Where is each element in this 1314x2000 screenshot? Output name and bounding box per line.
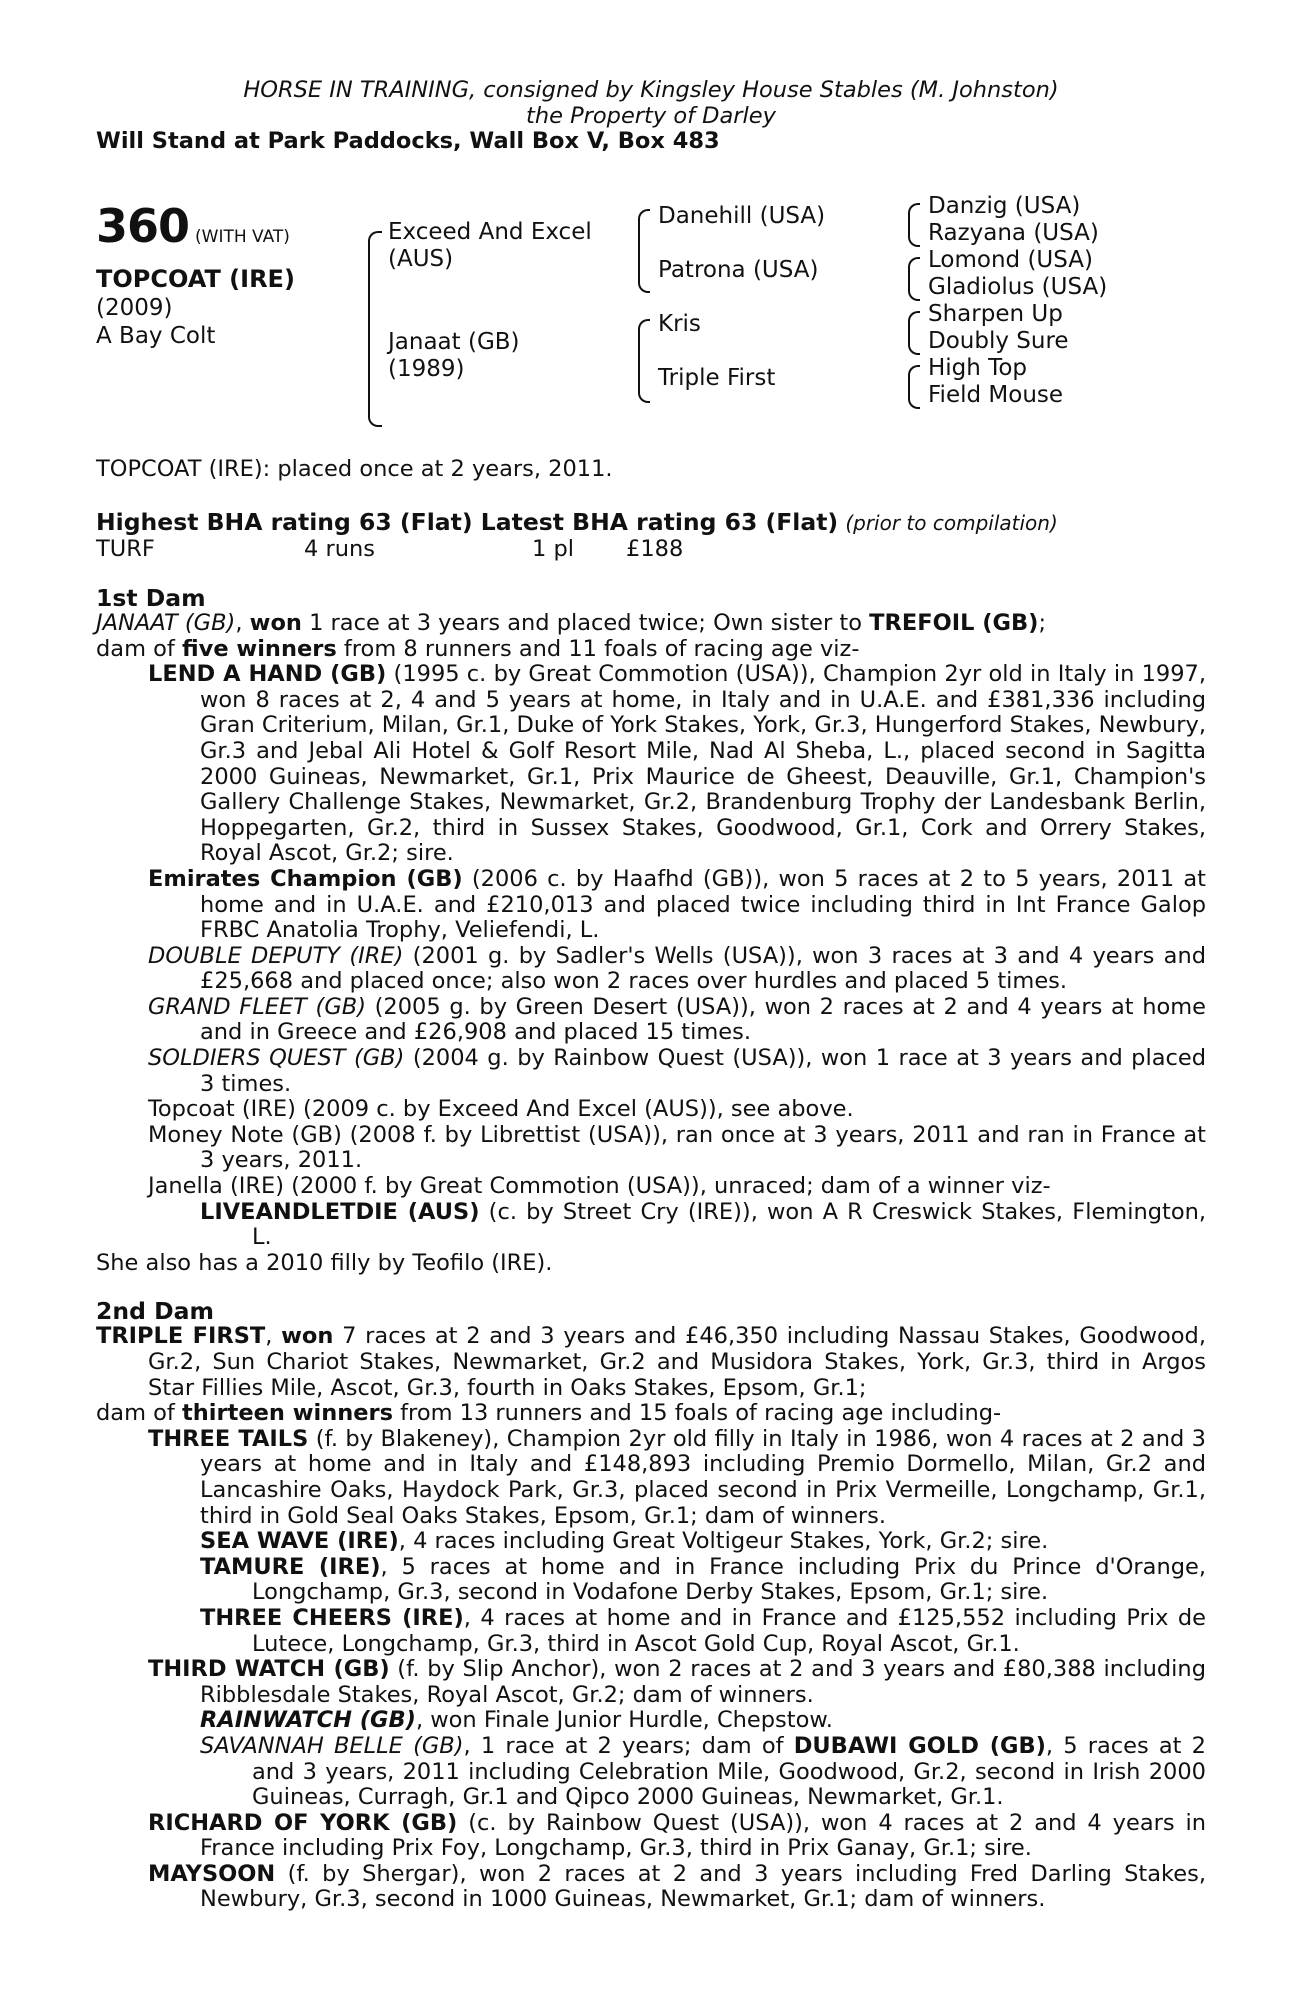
produce-text: (2006 c. by Haafhd (GB)), won 5 races at 2 to 5 years, 2011 at home and in U.A.E. and £210,013 and placed twice including third in Int France Galop FRBC Anatolia Trophy, Veliefendi, L. <box>200 865 1206 944</box>
horse-description: A Bay Colt <box>96 322 216 349</box>
produce-text: (f. by Blakeney), Champion 2yr old filly in Italy in 1986, won 4 races at 2 and 3 years at home and in Italy and £148,893 including Premio Dormello, Milan, Gr.2 and Lancashire Oaks, Haydock Park, Gr.3, placed second in Prix Vermeille, Longchamp, Gr.1, third in Gold Seal Oaks Stakes, Epsom, Gr.1; dam of winners. <box>200 1425 1206 1529</box>
produce-entry: Money Note (GB) (2008 f. by Librettist (USA)), ran once at 3 years, 2011 and ran in France at 3 years, 2011. <box>148 1121 1206 1174</box>
produce-text: , 1 race at 2 years; dam of <box>463 1732 794 1759</box>
produce-text: , 4 races at home and in France and £125,552 including Prix de Lutece, Longchamp, Gr.3, third in Ascot Gold Cup, Royal Ascot, Gr.1. <box>252 1604 1206 1657</box>
produce-entry <box>148 944 1206 995</box>
first-dam-won: won <box>249 609 302 636</box>
produce-entry <box>148 1657 1206 1708</box>
produce-entry <box>148 867 1206 944</box>
produce-name: SEA WAVE (IRE) <box>200 1528 399 1555</box>
second-dam-text: 7 races at 2 and 3 years and £46,350 including Nassau Stakes, Goodwood, Gr.2, Sun Chariot Stakes, Newmarket, Gr.2 and Musidora Stakes, York, Gr.3, third in Argos Star Fillies Mile, Ascot, Gr.3, fourth in Oaks Stakes, Epsom, Gr.1; <box>148 1323 1206 1401</box>
first-dam-punct: ; <box>1038 609 1047 636</box>
sire-country: (AUS) <box>388 245 454 272</box>
produce-text: (f. by Shergar), won 2 races at 2 and 3 years including Fred Darling Stakes, Newbury, Gr.3, second in 1000 Guineas, Newmarket, Gr.1; dam of winners. <box>200 1860 1206 1913</box>
first-dam-name: JANAAT (GB) <box>96 609 236 636</box>
produce-entry <box>200 1734 1206 1811</box>
produce-entry <box>200 1529 1206 1555</box>
bha-rating-note: (prior to compilation) <box>845 511 1058 536</box>
first-dam-intro-a: dam of <box>96 635 182 662</box>
produce-name: LEND A HAND (GB) <box>148 661 387 688</box>
turf-surface: TURF <box>96 536 155 563</box>
dam-dam-sire: High Top <box>928 354 1027 381</box>
produce-text: , 4 races including Great Voltigeur Stakes, York, Gr.2; sire. <box>398 1528 1049 1555</box>
produce-name: GRAND FLEET (GB) <box>148 993 366 1020</box>
catalogue-page <box>96 78 1206 1913</box>
horse-year: (2009) <box>96 294 173 321</box>
first-dam-record: JANAAT (GB), won 1 race at 3 years and placed twice; Own sister to TREFOIL (GB); <box>96 609 1047 636</box>
first-dam-intro-b: from 8 runners and 11 foals of racing age viz- <box>336 635 860 662</box>
second-dam-intro-b: from 13 runners and 15 foals of racing age including- <box>392 1400 1002 1427</box>
sire-sire-dam: Razyana (USA) <box>928 219 1099 246</box>
dam-sire: Kris <box>658 310 701 337</box>
brace-icon <box>908 365 920 409</box>
sire-sire: Danehill (USA) <box>658 202 826 229</box>
first-dam-winners: five winners <box>181 635 337 662</box>
produce-entry <box>148 1811 1206 1862</box>
produce-text: (c. by Street Cry (IRE)), won A R Creswick Stakes, Flemington, L. <box>252 1198 1206 1251</box>
produce-entry <box>200 1606 1206 1657</box>
header-property: the Property of Darley <box>526 102 776 129</box>
produce-highlight: DUBAWI GOLD (GB) <box>793 1732 1046 1759</box>
brace-icon <box>908 311 920 355</box>
dam-sire-sire: Sharpen Up <box>928 300 1063 327</box>
produce-entry <box>200 1555 1206 1606</box>
produce-name: TAMURE (IRE) <box>200 1553 381 1580</box>
produce-name: RAINWATCH (GB) <box>200 1707 416 1734</box>
produce-name: LIVEANDLETDIE (AUS) <box>200 1198 480 1225</box>
produce-entry <box>200 1708 1206 1734</box>
produce-entry <box>148 662 1206 867</box>
sire-name: Exceed And Excel <box>388 218 592 245</box>
horse-name: TOPCOAT (IRE) <box>96 264 295 293</box>
lot-vat: (WITH VAT) <box>195 226 290 247</box>
produce-entry <box>148 1046 1206 1097</box>
turf-earnings: £188 <box>626 536 684 563</box>
produce-entry: Janella (IRE) (2000 f. by Great Commotion (USA)), unraced; dam of a winner viz- <box>148 1173 1051 1200</box>
produce-text: (2005 g. by Green Desert (USA)), won 2 races at 2 and 4 years at home and in Greece and £26,908 and placed 15 times. <box>200 993 1206 1046</box>
second-dam-winners: thirteen winners <box>181 1400 393 1427</box>
produce-text: (2004 g. by Rainbow Quest (USA)), won 1 race at 3 years and placed 3 times. <box>200 1045 1206 1097</box>
produce-name: Emirates Champion (GB) <box>148 865 463 892</box>
header-consignor: HORSE IN TRAINING, consigned by Kingsley House Stables (M. Johnston) <box>243 77 1059 103</box>
bha-rating <box>96 508 1206 537</box>
turf-placed: 1 pl <box>532 536 575 563</box>
second-dam-intro-a: dam of <box>96 1400 182 1427</box>
dam-year: (1989) <box>388 355 465 382</box>
produce-name: THREE TAILS <box>148 1425 309 1452</box>
sire-dam: Patrona (USA) <box>658 256 819 283</box>
produce-text: (f. by Slip Anchor), won 2 races at 2 and 3 years and £80,388 including Ribblesdale Stakes, Royal Ascot, Gr.2; dam of winners. <box>200 1656 1206 1708</box>
produce-name: MAYSOON <box>148 1860 276 1887</box>
first-dam-text: 1 race at 3 years and placed twice; Own sister to <box>301 609 870 636</box>
turf-runs: 4 runs <box>304 536 375 563</box>
produce-entry <box>148 1862 1206 1913</box>
produce-name: THREE CHEERS (IRE) <box>200 1604 464 1631</box>
produce-text: (2001 g. by Sadler's Wells (USA)), won 3 races at 3 and 4 years and £25,668 and placed once; also won 2 races over hurdles and placed 5 times. <box>200 942 1206 995</box>
second-dam-record: TRIPLE FIRST, won 7 races at 2 and 3 years and £46,350 including Nassau Stakes, Goodwood, Gr.2, Sun Chariot Stakes, Newmarket, Gr.2 and Musidora Stakes, York, Gr.3, third in Argos Star Fillies Mile, Ascot, Gr.3, fourth in Oaks Stakes, Epsom, Gr.1; <box>96 1323 1206 1401</box>
second-dam-title: 2nd Dam <box>96 1297 214 1326</box>
sire-dam-dam: Gladiolus (USA) <box>928 273 1108 300</box>
produce-name: SAVANNAH BELLE (GB) <box>200 1732 464 1759</box>
brace-icon <box>368 231 382 427</box>
sire-dam-sire: Lomond (USA) <box>928 246 1093 273</box>
first-dam-title: 1st Dam <box>96 583 206 612</box>
produce-entry <box>148 995 1206 1046</box>
second-dam-name: TRIPLE FIRST <box>96 1323 266 1350</box>
first-dam-footer: She also has a 2010 filly by Teofilo (IRE). <box>96 1249 553 1276</box>
brace-icon <box>908 257 920 301</box>
first-dam-sister: TREFOIL (GB) <box>869 609 1039 636</box>
sire-sire-sire: Danzig (USA) <box>928 192 1081 219</box>
produce-text: (c. by Rainbow Quest (USA)), won 4 races at 2 and 4 years in France including Prix Foy, Longchamp, Gr.3, third in Prix Ganay, Gr.1; sire. <box>200 1809 1207 1862</box>
produce-entry <box>148 1427 1206 1529</box>
produce-name: DOUBLE DEPUTY (IRE) <box>148 942 404 969</box>
produce-name: SOLDIERS QUEST (GB) <box>148 1045 405 1072</box>
dam-name: Janaat (GB) <box>388 328 520 355</box>
produce-text: (1995 c. by Great Commotion (USA)), Champion 2yr old in Italy in 1997, won 8 races at 2, 4 and 5 years at home, in Italy and in U.A.E. and £381,336 including Gran Criterium, Milan, Gr.1, Duke of York Stakes, York, Gr.3, Hungerford Stakes, Newbury, Gr.3 and Jebal Ali Hotel & Golf Resort Mile, Nad Al Sheba, L., placed second in Sagitta 2000 Guineas, Newmarket, Gr.1, Prix Maurice de Gheest, Deauville, Gr.1, Champion's Gallery Challenge Stakes, Newmarket, Gr.2, Brandenburg Trophy der Landesbank Berlin, Hoppegarten, Gr.2, third in Sussex Stakes, Goodwood, Gr.1, Cork and Orrery Stakes, Royal Ascot, Gr.2; sire. <box>200 661 1206 867</box>
produce-entry: Topcoat (IRE) (2009 c. by Exceed And Excel (AUS)), see above. <box>148 1096 854 1123</box>
brace-icon <box>908 203 920 247</box>
header-stand: Will Stand at Park Paddocks, Wall Box V, Box 483 <box>96 128 720 155</box>
produce-text: , won Finale Junior Hurdle, Chepstow. <box>415 1707 833 1734</box>
produce-entry <box>200 1200 1206 1251</box>
first-dam-produce-intro <box>96 637 1206 663</box>
produce-name: RICHARD OF YORK (GB) <box>148 1809 458 1836</box>
bha-rating-text: Highest BHA rating 63 (Flat) Latest BHA rating 63 (Flat) <box>96 508 839 537</box>
race-summary: TOPCOAT (IRE): placed once at 2 years, 2011. <box>96 455 613 482</box>
dam-dam-dam: Field Mouse <box>928 381 1064 408</box>
brace-icon <box>638 209 650 293</box>
dam-dam: Triple First <box>658 364 776 391</box>
produce-name: THIRD WATCH (GB) <box>148 1656 390 1683</box>
second-dam-won: won <box>281 1323 334 1350</box>
lot-number-block <box>96 199 290 253</box>
brace-icon <box>638 319 650 403</box>
dam-sire-dam: Doubly Sure <box>928 327 1069 354</box>
lot-number: 360 <box>96 198 190 253</box>
produce-text: , 5 races at home and in France including Prix du Prince d'Orange, Longchamp, Gr.3, second in Vodafone Derby Stakes, Epsom, Gr.1; sire. <box>252 1553 1206 1606</box>
produce-text: , 5 races at 2 and 3 years, 2011 including Celebration Mile, Goodwood, Gr.2, second in Irish 2000 Guineas, Curragh, Gr.1 and Qipco 2000 Guineas, Newmarket, Gr.1. <box>252 1732 1206 1811</box>
turf-record <box>96 537 1206 563</box>
pedigree-block <box>96 192 1206 449</box>
second-dam-produce-intro <box>96 1401 1206 1427</box>
